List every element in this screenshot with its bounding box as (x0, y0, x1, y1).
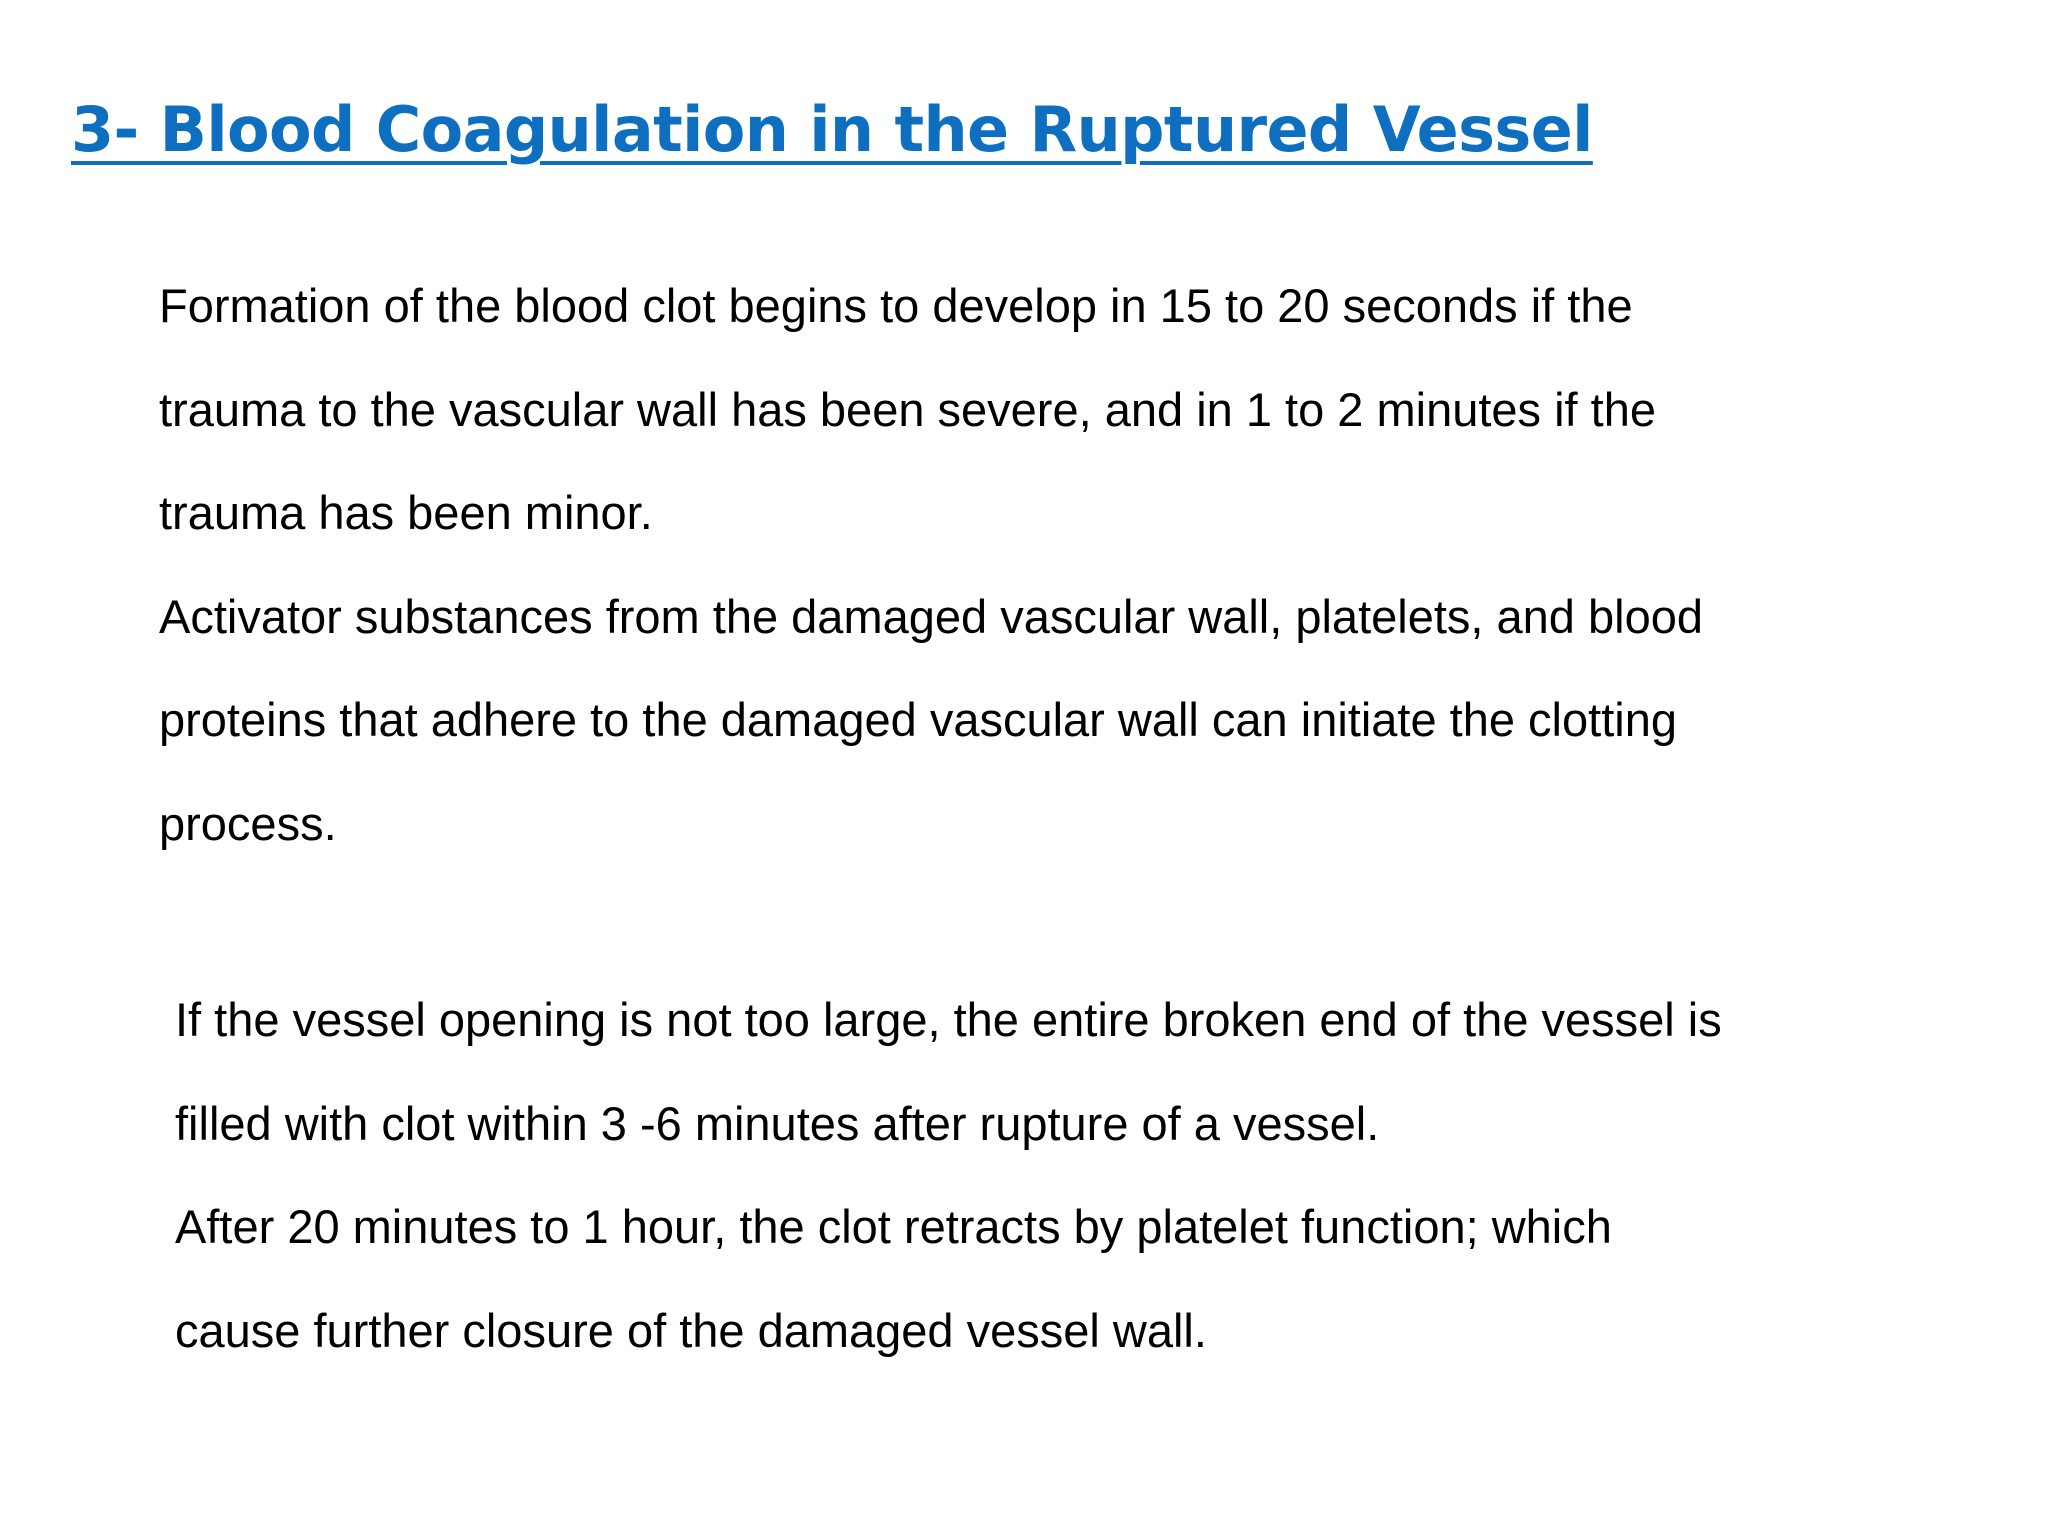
text-line: Formation of the blood clot begins to develop in 15 to 20 seconds if the (159, 279, 1633, 332)
text-line: If the vessel opening is not too large, the entire broken end of the vessel is (175, 993, 1722, 1046)
text-line: proteins that adhere to the damaged vascular wall can initiate the clotting (159, 693, 1677, 746)
text-line: Activator substances from the damaged vascular wall, platelets, and blood (159, 589, 1704, 643)
text-line: trauma has been minor. (159, 486, 653, 539)
text-line: trauma to the vascular wall has been severe, and in 1 to 2 minutes if the (159, 382, 1657, 436)
text-line: process. (159, 796, 337, 850)
text-line: cause further closure of the damaged vessel wall. (175, 1303, 1207, 1357)
paragraph-clot-formation (159, 254, 1939, 875)
text-line: filled with clot within 3 -6 minutes after rupture of a vessel. (175, 1096, 1380, 1150)
page-title: 3- Blood Coagulation in the Ruptured Vessel (71, 93, 1593, 166)
paragraph-clot-retraction (175, 968, 1955, 1382)
text-line: After 20 minutes to 1 hour, the clot retracts by platelet function; which (175, 1200, 1612, 1253)
